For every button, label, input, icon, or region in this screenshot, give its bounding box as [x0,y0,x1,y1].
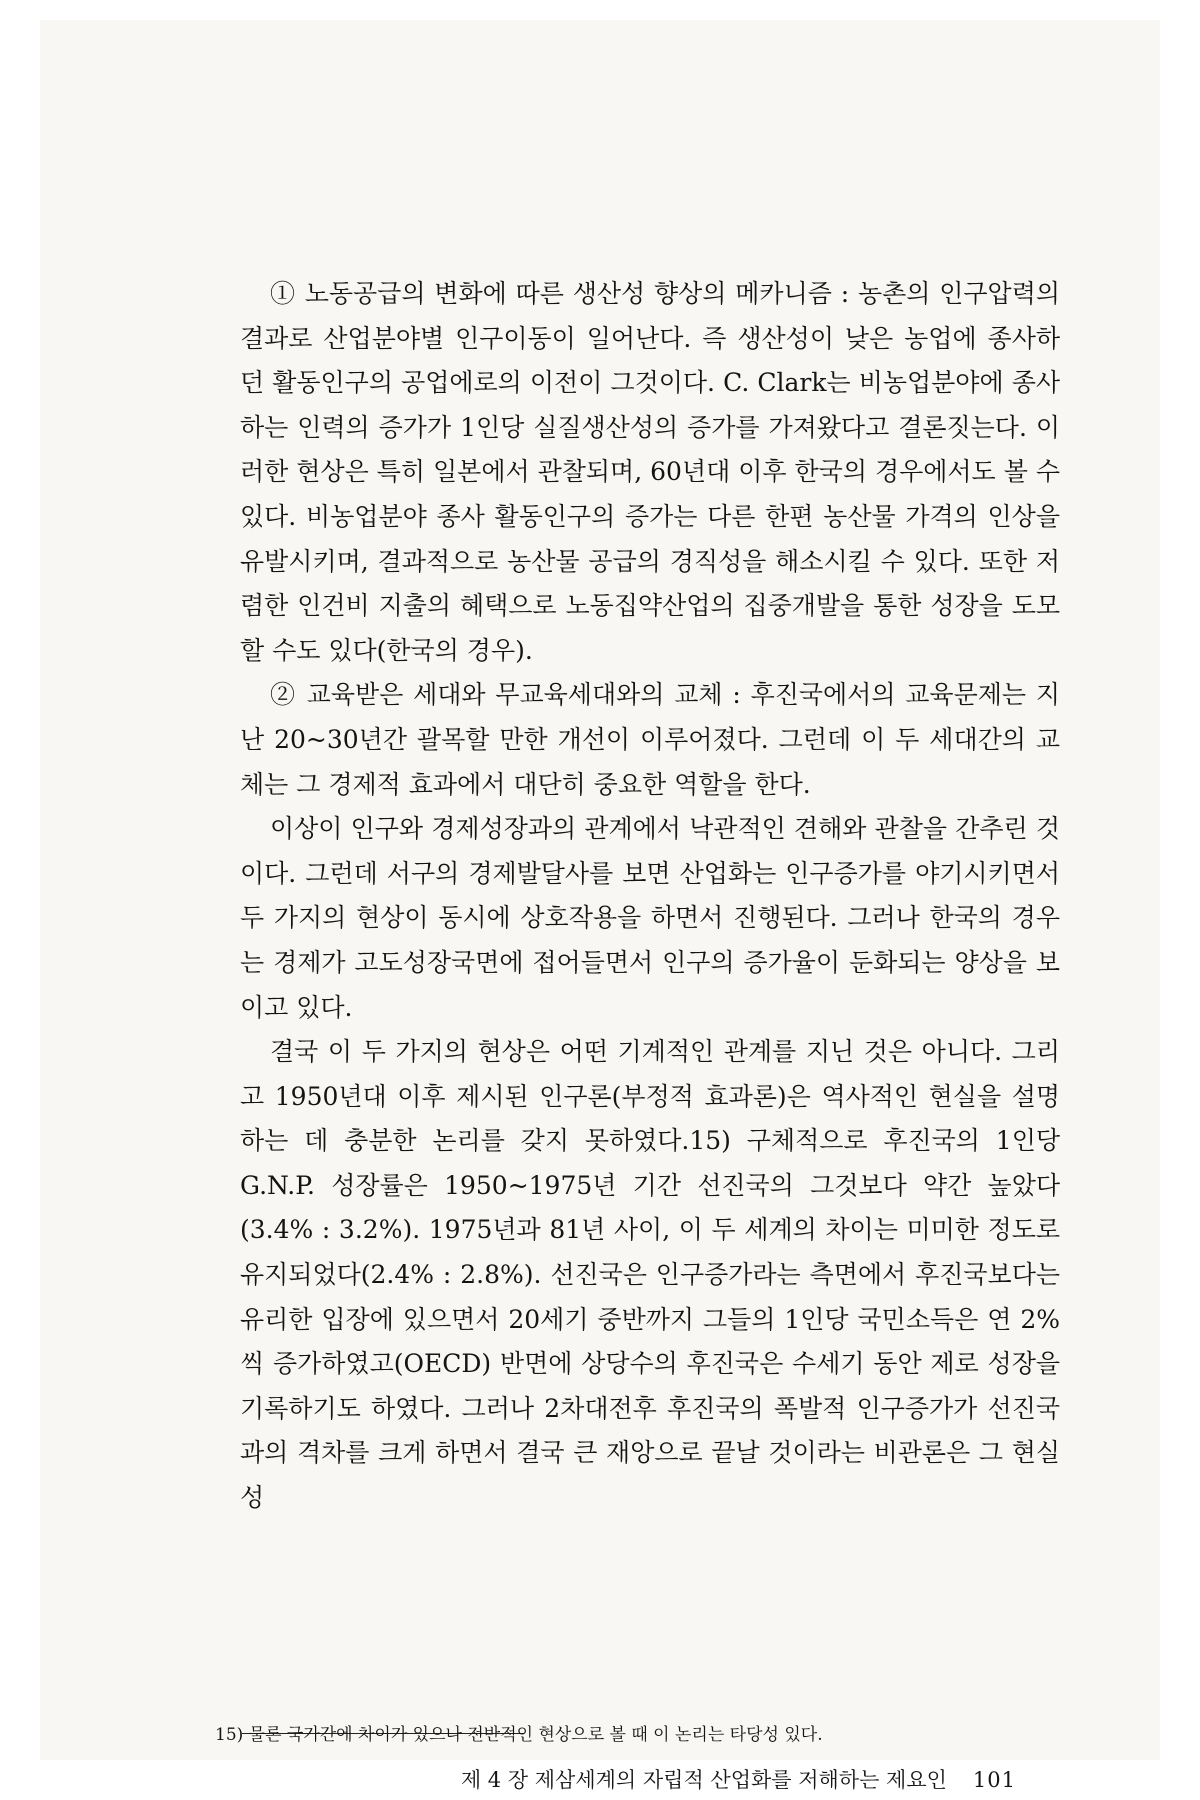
paragraph-labor-supply: ① 노동공급의 변화에 따른 생산성 향상의 메카니즘 : 농촌의 인구압력의 결과로 산업분야별 인구이동이 일어난다. 즉 생산성이 낮은 농업에 종사하던 활동인구의 공업에로의 이전이 그것이다. C. Clark는 비농업분야에 종사하는 인력의 증가가 1인당 실질생산성의 증가를 가져왔다고 결론짓는다. 이러한 현상은 특히 일본에서 관찰되며, 60년대 이후 한국의 경우에서도 볼 수 있다. 비농업분야 종사 활동인구의 증가는 다른 한편 농산물 가격의 인상을 유발시키며, 결과적으로 농산물 공급의 경직성을 해소시킬 수 있다. 또한 저렴한 인건비 지출의 혜택으로 노동집약산업의 집중개발을 통한 성장을 도모할 수도 있다(한국의 경우). [240,279,1060,665]
chapter-title: 제 4 장 제삼세계의 자립적 산업화를 저해하는 제요인 [460,1768,947,1792]
footnote-15: 15) 물론 국가간에 차이가 있으나 전반적인 현상으로 볼 때 이 논리는 타당성 있다. [215,1725,823,1745]
paragraph-optimistic-view: 이상이 인구와 경제성장과의 관계에서 낙관적인 견해와 관찰을 간추린 것이다. 그런데 서구의 경제발달사를 보면 산업화는 인구증가를 야기시키면서 두 가지의 현상이 동시에 상호작용을 하면서 진행된다. 그러나 한국의 경우는 경제가 고도성장국면에 접어들면서 인구의 증가율이 둔화되는 양상을 보이고 있다. [240,814,1060,1022]
book-page [40,20,1160,1760]
running-footer [340,1765,1016,1795]
body-text [240,272,1060,1521]
paragraph-conclusion: 결국 이 두 가지의 현상은 어떤 기계적인 관계를 지닌 것은 아니다. 그리고 1950년대 이후 제시된 인구론(부정적 효과론)은 역사적인 현실을 설명하는 데 충분한 논리를 갖지 못하였다.15) 구체적으로 후진국의 1인당 G.N.P. 성장률은 1950~1975년 기간 선진국의 그것보다 약간 높았다(3.4% : 3.2%). 1975년과 81년 사이, 이 두 세계의 차이는 미미한 정도로 유지되었다(2.4% : 2.8%). 선진국은 인구증가라는 측면에서 후진국보다는 유리한 입장에 있으면서 20세기 중반까지 그들의 1인당 국민소득은 연 2%씩 증가하였고(OECD) 반면에 상당수의 후진국은 수세기 동안 제로 성장을 기록하기도 하였다. 그러나 2차대전후 후진국의 폭발적 인구증가가 선진국과의 격차를 크게 하면서 결국 큰 재앙으로 끝날 것이라는 비관론은 그 현실성 [240,1037,1060,1513]
page-number: 101 [972,1768,1016,1792]
paragraph-education: ② 교육받은 세대와 무교육세대와의 교체 : 후진국에서의 교육문제는 지난 20~30년간 괄목할 만한 개선이 이루어졌다. 그런데 이 두 세대간의 교체는 그 경제적 효과에서 대단히 중요한 역할을 한다. [240,680,1060,799]
